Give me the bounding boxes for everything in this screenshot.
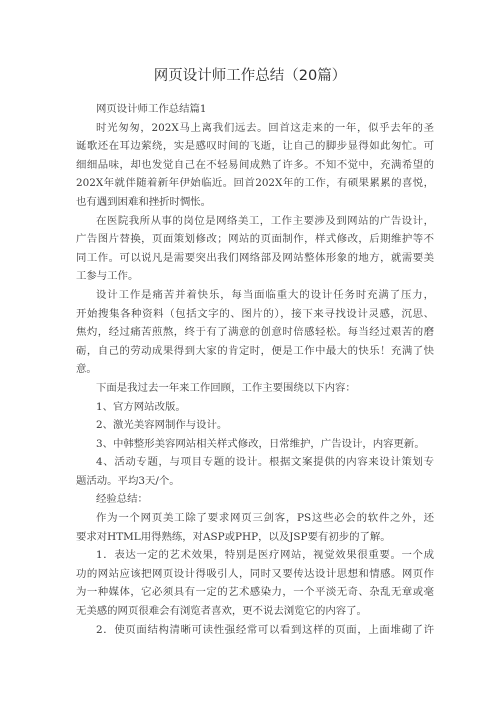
text-line: 下面是我过去一年来工作回顾，工作主要围绕以下内容： (96, 381, 356, 394)
text-line: 设计工作是痛苦并着快乐，每当面临重大的设计任务时充满了压力， (96, 288, 434, 301)
text-line: 202X年就伴随着新年伊始临近。回首202X年的工作，有硕果累累的喜悦， (76, 177, 434, 190)
text-line: 细细品味，却也发觉自己在不轻易间成熟了许多。不知不觉中，充满希望的 (76, 158, 434, 171)
document-body (76, 100, 434, 639)
text-line: 诞歌还在耳边萦绕，实是感叹时间的飞逝，让自己的脚步显得如此匆忙。可 (76, 140, 434, 153)
text-line: 经验总结： (96, 493, 148, 506)
document-title: 网页设计师工作总结（20篇） (153, 68, 347, 84)
text-line: 要求对HTML用得熟练，对ASP或PHP，以及JSP要有初步的了解。 (76, 530, 391, 543)
text-line: 意。 (76, 363, 97, 376)
text-line: 焦灼，经过痛苦煎熬，终于有了满意的创意时倍感轻松。每当经过艰苦的磨 (76, 326, 434, 339)
text-line: 题活动。平均3天/个。 (76, 474, 180, 487)
text-line: 4、活动专题，与项目专题的设计。根据文案提供的内容来设计策划专 (96, 456, 434, 469)
text-line: 时光匆匆，202X马上离我们远去。回首这走来的一年，似乎去年的圣 (96, 121, 434, 134)
text-line: 也有遇到困难和挫折时惆怅。 (76, 195, 212, 208)
text-line: 同工作。可以说凡是需要突出我们网络部及网站整体形象的地方，就需要美 (76, 251, 434, 264)
text-line: 砺，自己的劳动成果得到大家的肯定时，便是工作中最大的快乐！充满了快 (76, 344, 434, 357)
text-line: 工参与工作。 (76, 270, 139, 283)
text-line: 3、中韩整形美容网站相关样式修改，日常维护，广告设计，内容更新。 (96, 437, 425, 450)
text-line: 无美感的网页很难会有浏览者喜欢，更不说去浏览它的内容了。 (76, 605, 367, 618)
text-line: 2、激光美容网制作与设计。 (96, 419, 228, 432)
text-line: 功的网站应该把网页设计得吸引人，同时又要传达设计思想和情感。网页作 (76, 567, 434, 580)
text-line: 网页设计师工作总结篇1 (96, 103, 207, 115)
text-line: 开始搜集各种资料（包括文字的、图片的），接下来寻找设计灵感，沉思、 (76, 307, 434, 320)
text-line: 作为一个网页美工除了要求网页三剑客，PS这些必会的软件之外，还 (96, 512, 434, 525)
text-line: 1、官方网站改版。 (96, 400, 186, 413)
text-line: 2．使页面结构清晰可读性强经常可以看到这样的页面，上面堆砌了许 (96, 623, 434, 636)
text-line: 1．表达一定的艺术效果，特别是医疗网站，视觉效果很重要。一个成 (96, 549, 434, 562)
text-line: 为一种媒体，它必须具有一定的艺术感染力，一个平淡无奇、杂乱无章或毫 (76, 586, 434, 599)
text-line: 在医院我所从事的岗位是网络美工，工作主要涉及到网站的广告设计， (96, 214, 434, 227)
text-line: 广告图片替换，页面策划修改；网站的页面制作，样式修改，后期维护等不 (76, 233, 434, 246)
